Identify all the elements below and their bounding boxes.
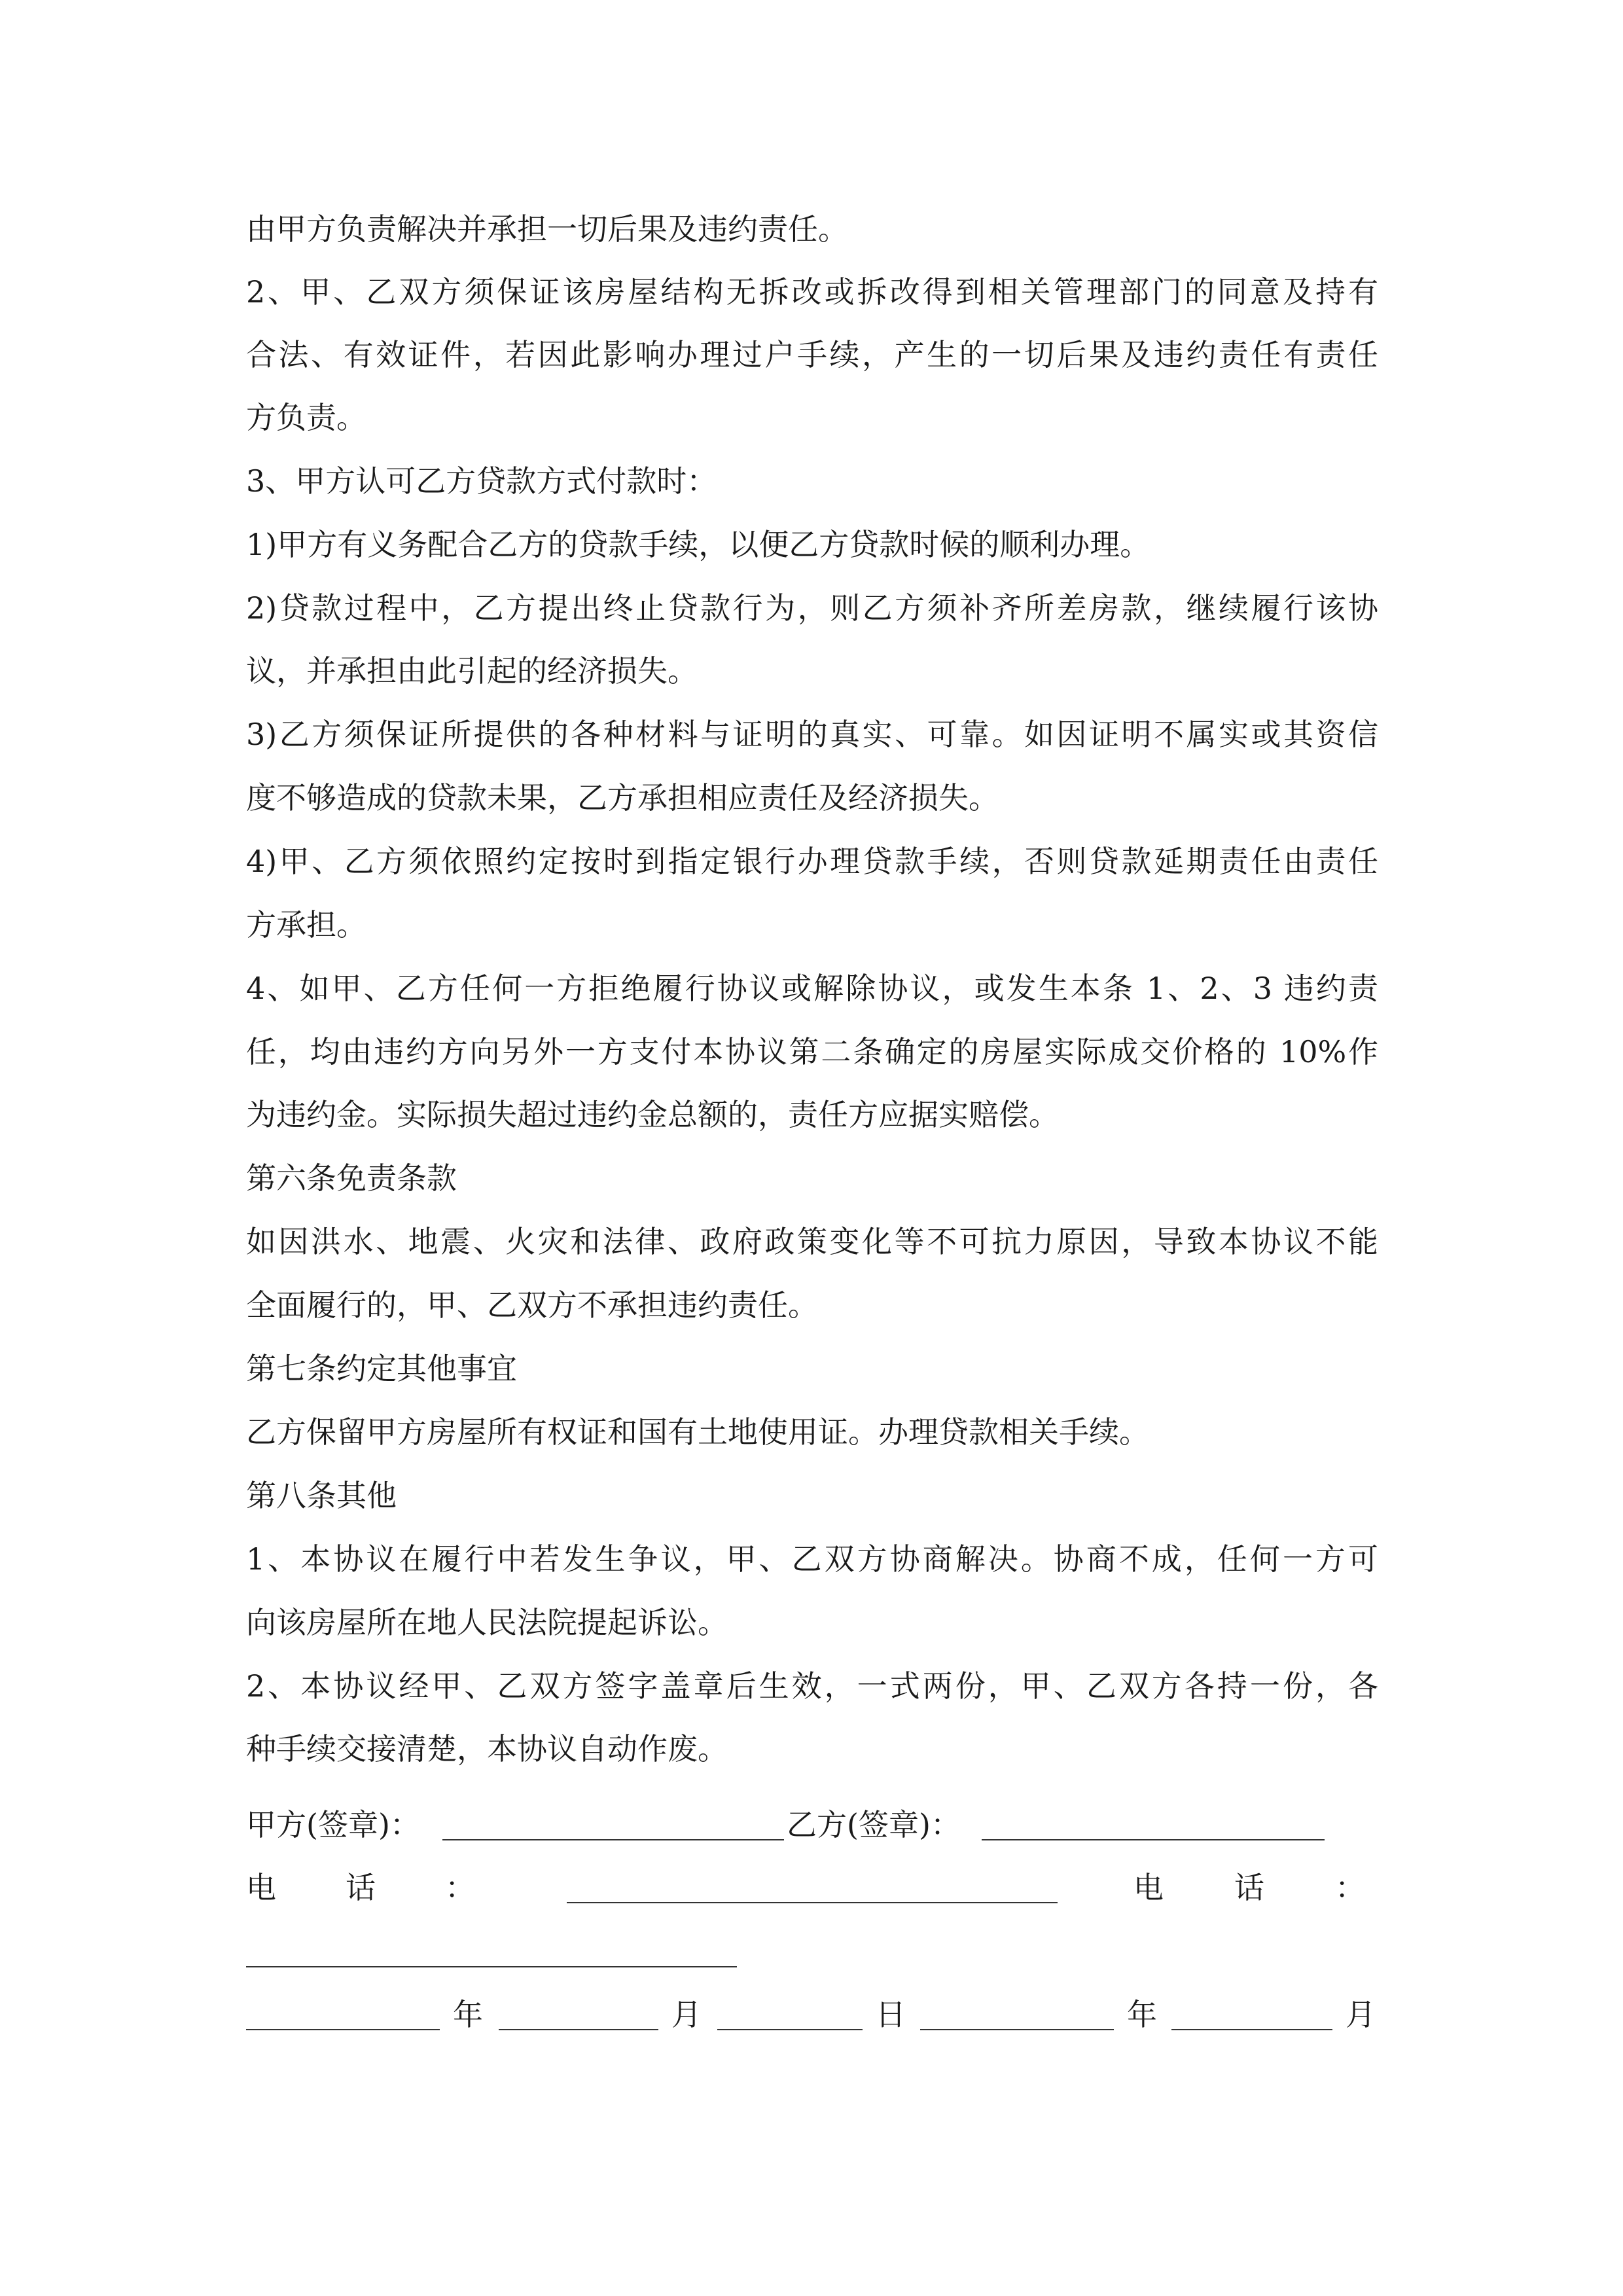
date-a-month-label: 月 <box>671 1997 702 2032</box>
text-line: 方承担。 <box>246 907 366 942</box>
text-line: 合法、有效证件，若因此影响办理过户手续，产生的一切后果及违约责任有责任 <box>246 337 1378 372</box>
text-line: 2、甲、乙双方须保证该房屋结构无拆改或拆改得到相关管理部门的同意及持有 <box>246 274 1378 310</box>
text-line: 3、甲方认可乙方贷款方式付款时： <box>246 463 717 499</box>
text-line: 向该房屋所在地人民法院提起诉讼。 <box>246 1605 728 1640</box>
phone-a-blank <box>567 1902 1058 1903</box>
text-line: 2)贷款过程中，乙方提出终止贷款行为，则乙方须补齐所差房款，继续履行该协 <box>246 590 1378 626</box>
party-b-signature-blank <box>982 1839 1325 1840</box>
text-line: 如因洪水、地震、火灾和法律、政府政策变化等不可抗力原因，导致本协议不能 <box>246 1224 1378 1259</box>
text-line: 议，并承担由此引起的经济损失。 <box>246 653 698 689</box>
text-line: 3)乙方须保证所提供的各种材料与证明的真实、可靠。如因证明不属实或其资信 <box>246 717 1378 752</box>
text-line: 度不够造成的贷款未果，乙方承担相应责任及经济损失。 <box>246 780 999 816</box>
text-line: 由甲方负责解决并承担一切后果及违约责任。 <box>246 211 848 247</box>
text-line: 4、如甲、乙方任何一方拒绝履行协议或解除协议，或发生本条 1、2、3 违约责 <box>246 971 1378 1006</box>
text-line: 种手续交接清楚，本协议自动作废。 <box>246 1731 728 1767</box>
text-line: 任，均由违约方向另外一方支付本协议第二条确定的房屋实际成交价格的 10%作 <box>246 1034 1378 1069</box>
party-a-signature-blank <box>442 1839 784 1840</box>
text-line: 4)甲、乙方须依照约定按时到指定银行办理贷款手续，否则贷款延期责任由责任 <box>246 844 1378 879</box>
date-a-year-blank <box>246 2029 440 2030</box>
section-heading: 第八条其他 <box>246 1478 397 1513</box>
party-b-signature-label: 乙方(签章)： <box>787 1807 961 1842</box>
text-line: 2、本协议经甲、乙双方签字盖章后生效，一式两份，甲、乙双方各持一份，各 <box>246 1668 1378 1704</box>
text-line: 1)甲方有义务配合乙方的贷款手续，以便乙方贷款时候的顺利办理。 <box>246 527 1150 562</box>
section-heading: 第六条免责条款 <box>246 1160 457 1196</box>
text-line: 全面履行的，甲、乙双方不承担违约责任。 <box>246 1287 818 1323</box>
date-b-year-label: 年 <box>1127 1997 1157 2032</box>
date-a-year-label: 年 <box>453 1997 483 2032</box>
section-heading: 第七条约定其他事宜 <box>246 1351 517 1386</box>
phone-a-label: 电话： <box>246 1870 475 1905</box>
date-b-month-blank <box>1171 2029 1332 2030</box>
text-line: 方负责。 <box>246 400 366 435</box>
date-a-day-label: 日 <box>876 1997 906 2032</box>
party-a-signature-label: 甲方(签章)： <box>246 1807 420 1842</box>
text-line: 为违约金。实际损失超过违约金总额的，责任方应据实赔偿。 <box>246 1097 1059 1132</box>
date-a-month-blank <box>499 2029 658 2030</box>
phone-b-label: 电话： <box>1133 1870 1365 1905</box>
text-line: 1、本协议在履行中若发生争议，甲、乙双方协商解决。协商不成，任何一方可 <box>246 1541 1378 1577</box>
date-b-year-blank <box>920 2029 1114 2030</box>
date-b-month-label: 月 <box>1346 1997 1376 2032</box>
date-a-day-blank <box>717 2029 863 2030</box>
text-line: 乙方保留甲方房屋所有权证和国有土地使用证。办理贷款相关手续。 <box>246 1414 1149 1450</box>
phone-b-blank <box>246 1966 737 1967</box>
